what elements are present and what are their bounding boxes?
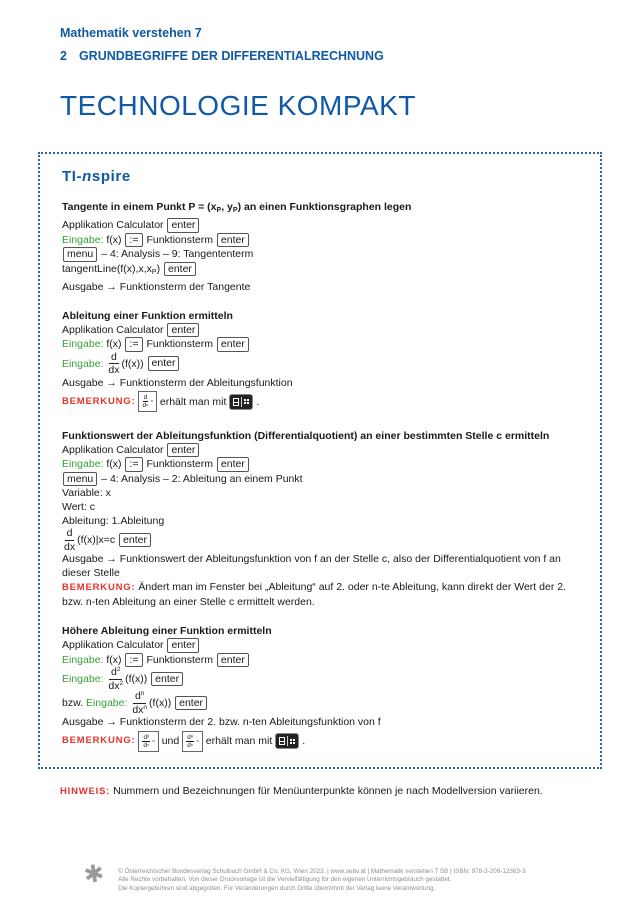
enter-key: enter [217,653,249,668]
section-title: Höhere Ableitung einer Funktion ermitteln [62,625,272,637]
chapter-number: 2 [60,49,67,63]
step-ausgabe: Ausgabe → Funktionswert der Ableitungsfunktion von f an der Stelle c, also der Differentialquotient von f an dieser Stelle [62,553,561,579]
enter-key: enter [167,218,199,233]
section-hoehere-ableitung [62,624,578,753]
bemerkung-line: BEMERKUNG: $\frac{\text{d²}}{d▫}$ ▫ und $\frac{\text{dⁿ}}{d▫}$ ▫ erhält man mit . [62,729,578,753]
step-menu: menu – 4: Analysis – 9: Tangententerm [62,247,578,262]
enter-key: enter [151,672,183,687]
step-derivative-at-c: $\frac{d}{dx}$ (f(x)|x=c enter [62,528,578,552]
publisher-logo-icon: ✱ [82,859,106,889]
enter-key: enter [217,457,249,472]
section-ableitung [62,309,578,414]
dialog-wert: Wert: c [62,501,96,513]
series-title: Mathematik verstehen 7 [60,26,202,40]
step-ausgabe: Ausgabe → Funktionsterm der Ableitungsfunktion [62,376,293,389]
imprint-text [118,863,525,894]
page-header [0,0,640,122]
section-title: Funktionswert der Ableitungsfunktion (Differentialquotient) an einer bestimmten Stelle c ermitteln [62,429,550,442]
eingabe-label: Eingabe: [62,673,104,685]
step-nth-derivative-input: bzw. Eingabe: $\frac{d^n}{dx^n}$ (f(x)) enter [62,691,578,715]
model-post: spire [91,168,131,185]
step-eingabe-funktionsterm: Eingabe: f(x) := Funktionsterm enter [62,233,578,248]
step-second-derivative-input: Eingabe: $\frac{d^2}{dx^2}$ (f(x)) enter [62,667,578,691]
bemerkung-line: BEMERKUNG: Ändert man im Fenster bei „Ableitung“ auf 2. oder n-te Ableitung, kann direkt der Wert der 2. bzw. n-ten Ableitung an einer Stelle c ermittelt werden. [62,581,566,608]
step-eingabe-funktionsterm: Eingabe: f(x) := Funktionsterm enter [62,337,578,352]
eingabe-label: Eingabe: [85,697,128,709]
enter-key: enter [119,533,151,548]
enter-key: enter [167,638,199,653]
eingabe-label: Eingabe: [62,357,104,370]
bemerkung-line: BEMERKUNG: $\frac{d}{d▫}$ ▫ erhält man mit . [62,390,578,414]
derivative-fraction: $\frac{d}{dx}$ [108,350,120,376]
eingabe-label: Eingabe: [62,458,104,470]
eingabe-label: Eingabe: [62,338,104,350]
technology-box [38,152,602,769]
second-derivative-fraction: $\frac{d^2}{dx^2}$ [108,666,124,692]
hinweis-label: HINWEIS: [60,786,111,797]
nth-derivative-fraction: $\frac{d^n}{dx^n}$ [132,690,148,716]
step-derivative-input: Eingabe: $\frac{d}{dx}$ (f(x)) enter [62,352,578,376]
eingabe-label: Eingabe: [62,653,104,666]
enter-key: enter [217,337,249,352]
bemerkung-label: BEMERKUNG: [62,582,136,593]
step-applikation: Applikation Calculator enter [62,218,578,233]
imprint-line: © Österreichischer Bundesverlag Schulbuch GmbH & Co. KG, Wien 2023. | www.oebv.at | Mathematik verstehen 7 SB | ISBN: 978-3-209-12363-3 [118,867,526,875]
step-eingabe-funktionsterm: Eingabe: f(x) := Funktionsterm enter [62,653,578,668]
step-applikation: Applikation Calculator enter [62,323,578,338]
second-derivative-template-key-icon: $\frac{\text{d²}}{d▫}$ ▫ [138,731,158,752]
chapter-title: GRUNDBEGRIFFE DER DIFFERENTIALRECHNUNG [78,49,384,63]
step-ausgabe: Ausgabe → Funktionsterm der Tangente [62,280,251,293]
model-pre: TI- [62,168,83,185]
model-italic-n: n [82,168,92,185]
derivative-template-key-icon: $\frac{d}{d▫}$ ▫ [138,391,156,412]
imprint-line: Die Kopiergebühren sind abgegolten. Für Veränderungen durch Dritte übernimmt der Verlag keine Verantwortung. [118,884,436,892]
calculator-model-heading [62,168,578,185]
step-applikation: Applikation Calculator enter [62,443,578,458]
nth-derivative-template-key-icon: $\frac{\text{dⁿ}}{d▫}$ ▫ [182,731,202,752]
step-applikation: Applikation Calculator enter [62,638,578,653]
templates-key-icon [275,733,299,749]
derivative-fraction: $\frac{d}{dx}$ [64,527,76,553]
imprint-line: Alle Rechte vorbehalten. Von dieser Druckvorlage ist die Vervielfältigung für den eigenen Unterrichtsgebrauch gestattet. [118,876,452,883]
enter-key: enter [167,443,199,458]
step-tangentline: $tangentLine(f(x),x,x_P)$ enter [62,262,578,280]
section-tangente [62,200,578,294]
step-menu: menu – 4: Analysis – 2: Ableitung an einem Punkt [62,472,578,487]
bemerkung-label: BEMERKUNG: [62,735,136,746]
templates-key-icon [229,394,253,410]
section-title: Ableitung einer Funktion ermitteln [62,309,233,322]
menu-key: menu [63,247,97,262]
chapter-heading [60,49,640,63]
section-differentialquotient [62,429,578,610]
enter-key: enter [164,262,196,277]
menu-key: menu [63,472,97,487]
eingabe-label: Eingabe: [62,233,104,246]
hinweis-note [60,784,602,799]
assign-key: := [125,457,142,472]
assign-key: := [125,337,142,352]
step-eingabe-funktionsterm: Eingabe: f(x) := Funktionsterm enter [62,457,578,472]
bemerkung-label: BEMERKUNG: [62,395,136,407]
enter-key: enter [175,696,207,711]
step-ausgabe: Ausgabe → Funktionsterm der 2. bzw. n-ten Ableitungsfunktion von f [62,716,381,728]
enter-key: enter [217,233,249,248]
assign-key: := [125,653,142,668]
enter-key: enter [148,356,180,371]
assign-key: := [125,233,142,248]
dialog-ableitung: Ableitung: 1.Ableitung [62,515,165,527]
hinweis-text: Nummern und Bezeichnungen für Menüunterpunkte können je nach Modellversion variieren. [113,785,543,797]
dialog-variable: Variable: x [62,487,111,499]
enter-key: enter [167,323,199,338]
section-title: Tangente in einem Punkt $P = (x_P$, $y_P$) an einen Funktionsgraphen legen [62,201,412,214]
page-title: TECHNOLOGIE KOMPAKT [60,90,416,121]
page-footer [82,859,600,894]
